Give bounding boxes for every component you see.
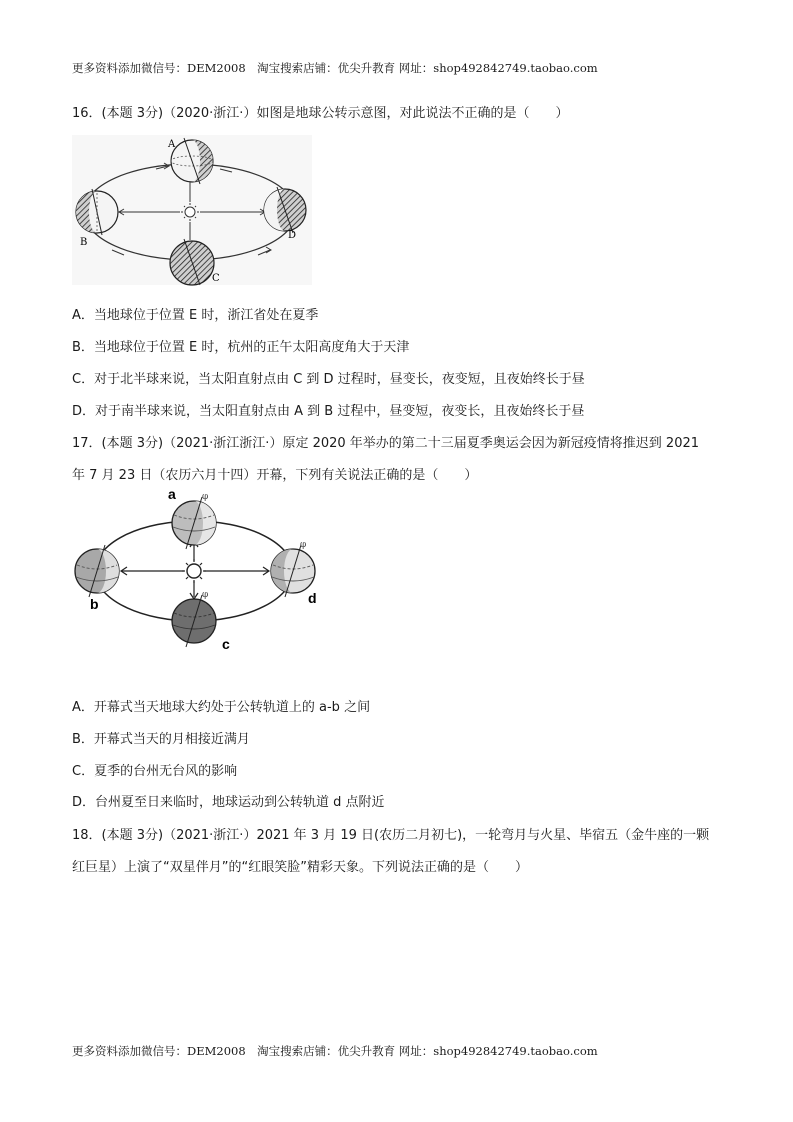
q16-option-b: B．当地球位于位置 E 时，杭州的正午太阳高度角大于天津 — [72, 340, 410, 355]
question-18-stem-line2: 红巨星）上演了“双星伴月”的“红眼笑脸”精彩天象。下列说法正确的是（ ） — [72, 860, 528, 875]
figure-earth-orbit-17 — [72, 485, 322, 655]
q16-option-d: D．对于南半球来说，当太阳直射点由 A 到 B 过程中，昼变短，夜变长，且夜始终长于昼 — [72, 404, 585, 419]
q17-option-a: A．开幕式当天地球大约处于公转轨道上的 a-b 之间 — [72, 700, 371, 715]
figure-label-c-lower: c — [222, 636, 230, 652]
figure-label-d: D — [288, 230, 297, 241]
figure-label-c: C — [212, 273, 220, 284]
question-18-stem-line1: 18．(本题 3分)（2021·浙江·）2021 年 3 月 19 日(农历二月初七)，一轮弯月与火星、毕宿五（金牛座的一颗 — [72, 828, 710, 843]
figure-label-a-lower: a — [168, 486, 176, 502]
question-17-stem-line2: 年 7 月 23 日（农历六月十四）开幕，下列有关说法正确的是（ ） — [72, 468, 478, 483]
q17-option-b: B．开幕式当天的月相接近满月 — [72, 732, 250, 747]
svg-text:φ: φ — [300, 540, 307, 550]
q17-option-c: C．夏季的台州无台风的影响 — [72, 764, 238, 779]
figure-label-b: B — [80, 237, 88, 248]
q16-option-a: A．当地球位于位置 E 时，浙江省处在夏季 — [72, 308, 319, 323]
page-header: 更多资料添加微信号：DEM2008 淘宝搜索店铺：优尖升教育 网址：shop492842749.taobao.com — [72, 61, 598, 75]
svg-text:φ: φ — [202, 590, 209, 600]
question-16-stem: 16．(本题 3分)（2020·浙江·）如图是地球公转示意图，对此说法不正确的是（ ） — [72, 106, 569, 121]
q17-option-d: D．台州夏至日来临时，地球运动到公转轨道 d 点附近 — [72, 795, 385, 810]
figure-label-d-lower: d — [308, 590, 317, 606]
question-17-stem-line1: 17．(本题 3分)（2021·浙江浙江·）原定 2020 年举办的第二十三届夏季奥运会因为新冠疫情将推迟到 2021 — [72, 436, 700, 451]
page-footer: 更多资料添加微信号：DEM2008 淘宝搜索店铺：优尖升教育 网址：shop492842749.taobao.com — [72, 1044, 598, 1058]
figure-label-a: A — [168, 139, 176, 150]
figure-earth-orbit-16 — [72, 135, 312, 285]
figure-label-b-lower: b — [90, 596, 99, 612]
svg-text:φ: φ — [202, 492, 209, 502]
q16-option-c: C．对于北半球来说，当太阳直射点由 C 到 D 过程时，昼变长，夜变短，且夜始终长于昼 — [72, 372, 585, 387]
